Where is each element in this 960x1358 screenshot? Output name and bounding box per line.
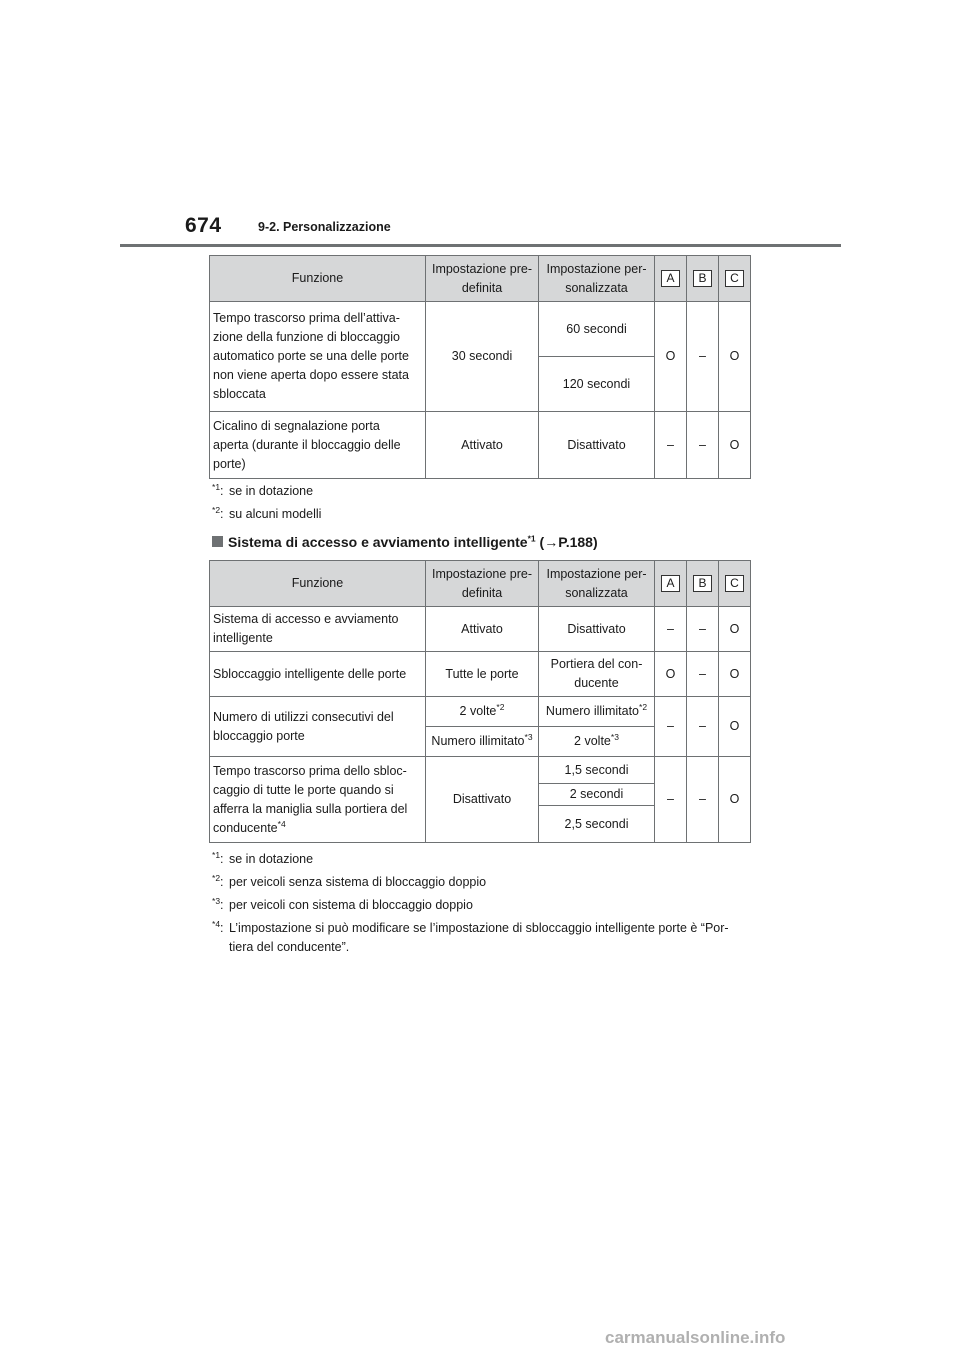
b-cell: – — [687, 757, 719, 843]
settings-table-1 — [209, 255, 751, 479]
feature-cell: Tempo trascorso prima dello sbloc- caggio di tutte le porte quando si afferra la maniglia sulla portiera del conducente$^{*4}$ — [210, 757, 426, 843]
letter-b-icon: B — [693, 575, 712, 592]
c-cell: O — [719, 652, 751, 697]
a-cell: O — [655, 652, 687, 697]
letter-c-icon: C — [725, 575, 744, 592]
a-cell: – — [655, 697, 687, 757]
footnotes-1 — [212, 482, 749, 528]
table-header-row — [210, 561, 751, 607]
table-row — [210, 697, 751, 727]
b-cell: – — [687, 302, 719, 412]
a-cell: – — [655, 412, 687, 479]
default-cell: 2 volte$^{*2}$ — [426, 697, 539, 727]
b-cell: – — [687, 697, 719, 757]
header-custom: Impostazione per- sonalizzata — [539, 256, 655, 302]
custom-cell: Disattivato — [539, 607, 655, 652]
letter-a-icon: A — [661, 575, 680, 592]
header-b — [687, 561, 719, 607]
b-cell: – — [687, 652, 719, 697]
a-cell: – — [655, 607, 687, 652]
c-cell: O — [719, 757, 751, 843]
table-row — [210, 757, 751, 784]
b-cell: – — [687, 412, 719, 479]
custom-cell: 2 volte$^{*3}$ — [539, 727, 655, 757]
b-cell: – — [687, 607, 719, 652]
header-function: Funzione — [210, 561, 426, 607]
custom-cell: 120 secondi — [539, 357, 655, 412]
default-cell: Disattivato — [426, 757, 539, 843]
section-title: 9-2. Personalizzazione — [258, 220, 391, 234]
square-bullet-icon — [212, 536, 223, 547]
letter-b-icon: B — [693, 270, 712, 287]
arrow-right-icon: → — [544, 534, 559, 550]
feature-cell: Numero di utilizzi consecutivi del bloccaggio porte — [210, 697, 426, 757]
footnote: $^{*4}$: L’impostazione si può modificare se l’impostazione di sbloccaggio intelligente porte è “Por-tiera del conducente”. — [212, 918, 729, 954]
header-c — [719, 561, 751, 607]
feature-cell: Tempo trascorso prima dell’attiva- zione della funzione di bloccaggio automatico porte se una delle porte non viene aperta dopo essere stata sbloccata — [210, 302, 426, 412]
custom-cell: 2 secondi — [539, 784, 655, 806]
header-c — [719, 256, 751, 302]
custom-cell: Disattivato — [539, 412, 655, 479]
footnotes-2 — [212, 850, 749, 961]
c-cell: O — [719, 697, 751, 757]
footnote: $^{*2}$: per veicoli senza sistema di bloccaggio doppio — [212, 872, 487, 889]
custom-cell: 2,5 secondi — [539, 806, 655, 843]
default-cell: Attivato — [426, 607, 539, 652]
custom-cell: 60 secondi — [539, 302, 655, 357]
letter-c-icon: C — [725, 270, 744, 287]
footnote: $^{*2}$: su alcuni modelli — [212, 504, 322, 521]
footnote: $^{*1}$: se in dotazione — [212, 481, 314, 498]
table-row — [210, 652, 751, 697]
default-cell: Numero illimitato$^{*3}$ — [426, 727, 539, 757]
header-function: Funzione — [210, 256, 426, 302]
table-row — [210, 607, 751, 652]
subsection-title: Sistema di accesso e avviamento intelligente$^{*1}$ (→P.188) — [212, 534, 598, 550]
settings-table-2 — [209, 560, 751, 843]
feature-cell: Sistema di accesso e avviamento intelligente — [210, 607, 426, 652]
custom-cell: Numero illimitato$^{*2}$ — [539, 697, 655, 727]
table-row — [210, 302, 751, 357]
page-reference[interactable]: P.188 — [558, 534, 593, 550]
table-header-row — [210, 256, 751, 302]
footnote: $^{*1}$: se in dotazione — [212, 849, 314, 866]
header-custom: Impostazione per- sonalizzata — [539, 561, 655, 607]
c-cell: O — [719, 302, 751, 412]
watermark: carmanualsonline.info — [605, 1328, 786, 1347]
c-cell: O — [719, 607, 751, 652]
a-cell: O — [655, 302, 687, 412]
default-cell: Attivato — [426, 412, 539, 479]
header-a — [655, 256, 687, 302]
feature-cell: Cicalino di segnalazione porta aperta (durante il bloccaggio delle porte) — [210, 412, 426, 479]
default-cell: 30 secondi — [426, 302, 539, 412]
custom-cell: Portiera del con- ducente — [539, 652, 655, 697]
custom-cell: 1,5 secondi — [539, 757, 655, 784]
header-default: Impostazione pre- definita — [426, 561, 539, 607]
default-cell: Tutte le porte — [426, 652, 539, 697]
footnote: $^{*3}$: per veicoli con sistema di bloccaggio doppio — [212, 895, 473, 912]
header-rule — [120, 244, 841, 247]
c-cell: O — [719, 412, 751, 479]
header-default: Impostazione pre- definita — [426, 256, 539, 302]
a-cell: – — [655, 757, 687, 843]
table-row — [210, 412, 751, 479]
letter-a-icon: A — [661, 270, 680, 287]
header-a — [655, 561, 687, 607]
page-number: 674 — [185, 214, 222, 237]
feature-cell: Sbloccaggio intelligente delle porte — [210, 652, 426, 697]
header-b — [687, 256, 719, 302]
